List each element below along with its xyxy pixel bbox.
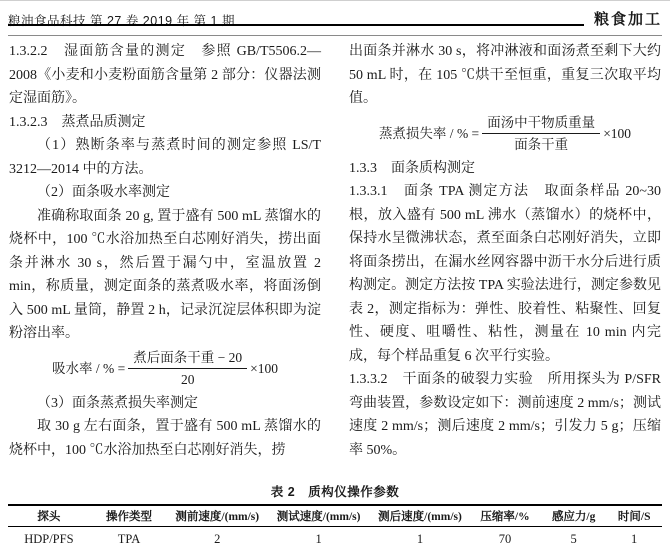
table-cell: 1: [315, 532, 322, 546]
table-cell: TPA: [117, 532, 141, 546]
table-header-cell: 测后速度/(mm/s): [378, 511, 462, 523]
formula-fraction: [128, 348, 247, 389]
header-underline: [8, 24, 584, 26]
table-header-cell: 时间/S: [617, 511, 651, 523]
table-row: [8, 527, 662, 551]
table-cell: 1: [416, 532, 424, 546]
table-header-cell: 操作类型: [105, 511, 152, 523]
formula-lhs: 吸水率 / % =: [52, 361, 126, 376]
paragraph-item-2: （2）面条吸水率测定: [37, 185, 170, 200]
section-label: 粮食加工: [593, 11, 662, 28]
paragraph-cooking-loss-continued: 出面条并淋水 30 s，将冲淋液和面汤煮至剩下大约 50 mL 时，在 105 ℃烘干至恒重，重复三次取平均值。: [349, 44, 661, 106]
table-caption: 表 2 质构仪操作参数: [270, 485, 400, 499]
formula-rhs: ×100: [603, 126, 632, 141]
table-header-cell: 测前速度/(mm/s): [175, 511, 260, 523]
table-header-cell: 感应力/g: [551, 511, 596, 523]
paragraph-section-1323: 1.3.2.3 蒸煮品质测定: [9, 114, 146, 130]
formula-water-absorption: [9, 346, 321, 392]
table-cell: 1: [631, 532, 638, 546]
table-cell: 70: [498, 532, 512, 546]
table-cell: 2: [214, 532, 221, 546]
table-cell: 5: [570, 532, 577, 546]
table-cell: HDP/PFS: [24, 532, 74, 546]
journal-info: 粮油食品科技 第 27 卷 2019 年 第 1 期: [8, 14, 235, 28]
table-header-cell: 探头: [37, 511, 61, 523]
table-header-cell: 压缩率/%: [480, 511, 530, 523]
paragraph-water-absorption: 准确称取面条 20 g, 置于盛有 500 mL 蒸馏水的烧杯中，100 ℃水浴加热至白芯刚好消失，捞出面条并淋水 30 s，然后置于漏勺中，室温放置 2 min，称质量，测定面条的蒸煮吸水率，将面汤倒入 500 mL 量筒，静置 2 h，记录沉淀层体积即为淀粉溶出率。: [9, 208, 321, 341]
left-column: [9, 40, 321, 462]
table-header-row: [8, 505, 662, 527]
formula-denominator: 20: [180, 372, 195, 387]
paragraph-item-3: （3）面条蒸煮损失率测定: [37, 395, 198, 411]
texture-analyzer-parameters-table: [8, 504, 662, 551]
header-separator-rule: [8, 35, 662, 36]
two-column-body: [0, 37, 670, 462]
formula-cooking-loss: [349, 111, 661, 157]
paragraph-section-1322: 1.3.2.2 湿面筋含量的测定 参照 GB/T5506.2—2008《小麦和小麦粉面筋含量第 2 部分：仪器法测定湿面筋》。: [9, 44, 321, 106]
paragraph-section-1331: 1.3.3.1 面条 TPA 测定方法 取面条样品 20~30 根，放入盛有 500 mL 沸水（蒸馏水）的烧杯中，保持水呈微沸状态，煮至面条白芯刚好消失，立即将面条捞出，在漏水丝网容器中沥干水分后进行质构测定。测定方法按 TPA 实验法进行，测定参数见表 2，测定指标为：弹性、胶着性、粘聚性、回复性、硬度、咀嚼性、粘性，测量在 10 min 内完成，每个样品重复 6 次平行实验。: [349, 184, 661, 364]
table-2-block: [8, 482, 662, 551]
table-header-cell: 测试速度/(mm/s): [276, 511, 361, 523]
page-header: [8, 1, 662, 37]
formula-denominator: 面条干重: [514, 137, 569, 152]
formula-numerator: 煮后面条干重 − 20: [128, 348, 247, 369]
formula-rhs: ×100: [250, 361, 278, 376]
formula-lhs: 蒸煮损失率 / % =: [378, 126, 480, 141]
paragraph-item-1: （1）熟断条率与蒸煮时间的测定参照 LS/T 3212—2014 中的方法。: [9, 138, 321, 177]
formula-fraction: [482, 113, 600, 154]
formula-numerator: 面汤中干物质重量: [482, 113, 600, 134]
paragraph-cooking-loss-start: 取 30 g 左右面条，置于盛有 500 mL 蒸馏水的烧杯中，100 ℃水浴加热至白芯刚好消失，捞: [9, 419, 321, 458]
right-column: [349, 40, 661, 462]
paragraph-section-133: 1.3.3 面条质构测定: [349, 160, 475, 176]
table-body: [8, 527, 662, 551]
paragraph-section-1332: 1.3.3.2 干面条的破裂力实验 所用探头为 P/SFR 弯曲装置，参数设定如下：测前速度 2 mm/s；测试速度 2 mm/s；测后速度 2 mm/s；引发力 5 g；压缩率 50%。: [349, 372, 661, 458]
table-header: [8, 505, 662, 527]
